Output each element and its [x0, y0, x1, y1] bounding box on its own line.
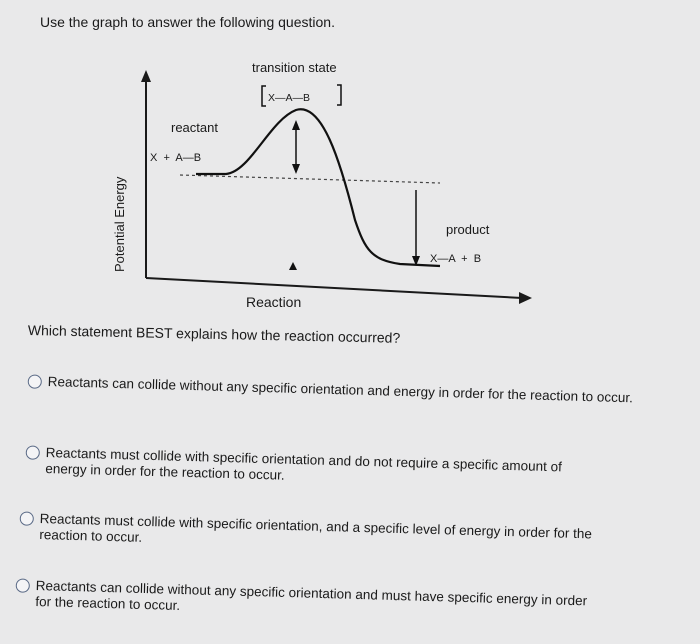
radio-button[interactable]	[20, 511, 34, 525]
reactant-formula: X + A—B	[150, 152, 202, 164]
question-text: Which statement BEST explains how the reaction occurred?	[27, 322, 401, 346]
activation-arrow-head-top	[292, 120, 300, 130]
pointer-arrow-mark	[289, 262, 297, 270]
x-axis-arrow	[519, 292, 532, 304]
product-label: product	[446, 222, 490, 237]
answer-option-3[interactable]	[39, 511, 620, 559]
reactant-label: reactant	[171, 120, 218, 135]
x-axis-label: Reaction	[246, 294, 302, 310]
bracket-right	[337, 85, 341, 105]
transition-state-formula: X—A—B	[268, 92, 311, 104]
product-formula: X—A + B	[430, 253, 482, 265]
transition-state-label: transition state	[252, 60, 337, 75]
reactant-energy-dashed-line	[180, 175, 440, 183]
radio-button[interactable]	[26, 445, 40, 459]
bracket-left	[262, 86, 266, 106]
option-label: Reactants must collide with specific orientation and do not require a specific amount of energy in order for the reaction to occur.	[45, 445, 563, 483]
option-label: Reactants can collide without any specific orientation and energy in order for the reaction to occur.	[47, 374, 634, 406]
energy-diagram	[0, 40, 700, 320]
activation-arrow-head-bottom	[292, 164, 300, 174]
x-axis	[146, 278, 522, 298]
energy-curve	[196, 109, 440, 266]
y-axis-arrow	[141, 70, 151, 82]
answer-option-4[interactable]	[35, 578, 596, 626]
y-axis-label: Potential Energy	[112, 176, 127, 272]
radio-button[interactable]	[28, 374, 42, 388]
answer-option-1[interactable]	[48, 374, 648, 407]
instruction-text: Use the graph to answer the following question.	[40, 14, 335, 30]
radio-button[interactable]	[16, 578, 30, 592]
option-label: Reactants must collide with specific orientation, and a specific level of energy in order for the reaction to occur.	[39, 511, 593, 545]
option-label: Reactants can collide without any specific orientation and must have specific energy in order for the reaction to occur.	[35, 578, 588, 614]
answer-option-2[interactable]	[45, 445, 606, 493]
